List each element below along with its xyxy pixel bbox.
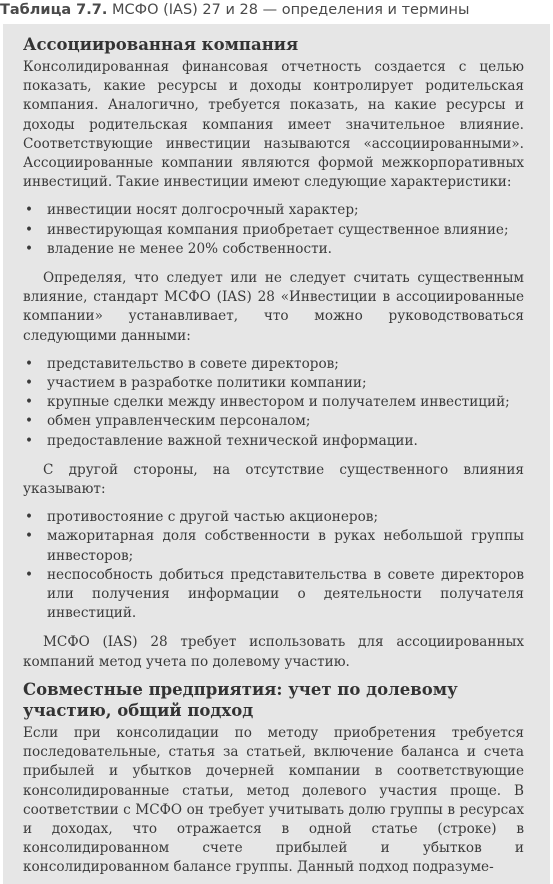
list-item: • предоставление важной технической информации. — [23, 432, 524, 451]
joint-ventures-paragraph: Если при консолидации по методу приобретения требуется последовательные, статья за статьей, включение баланса и счета прибылей и убытков дочерней компании в соответствующие консолидированные статьи, метод долевого участия проще. В соответствии с МСФО он требует учитывать долю группы в ресурсах и доходах, что отражается в одной статье (строке) в консолидированном счете прибылей и убытков и консолидированном балансе группы. Данный подход подразуме- — [23, 724, 524, 876]
list-item: • противостояние с другой частью акционеров; — [23, 508, 524, 527]
bullet-icon: • — [25, 509, 34, 526]
bullet-icon: • — [25, 432, 34, 449]
bullet-icon: • — [25, 221, 34, 238]
guidance-paragraph: Определяя, что следует или не следует считать существенным влияние, стандарт МСФО (IAS) 28 «Инвестиции в ассоциированные компании» устанавливает, что можно руководствоваться следующими данными: — [23, 270, 524, 344]
list-item: • инвестирующая компания приобретает существенное влияние; — [23, 221, 524, 240]
table-panel — [3, 24, 550, 884]
bullet-icon: • — [25, 202, 34, 219]
conclusion-paragraph: МСФО (IAS) 28 требует использовать для ассоциированных компаний метод учета по долевому участию. — [23, 634, 524, 670]
list-item: • обмен управленческим персоналом; — [23, 412, 524, 431]
bullet-icon: • — [25, 413, 34, 430]
list-item: • крупные сделки между инвестором и получателем инвестиций; — [23, 393, 524, 412]
absence-indicators-list — [23, 508, 524, 623]
characteristics-list — [23, 201, 524, 259]
list-item: • мажоритарная доля собственности в руках небольшой группы инвесторов; — [25, 528, 524, 564]
list-item: • неспособность добиться представительства в совете директоров или получения информации о деятельности получателя инвестиций. — [25, 566, 524, 622]
influence-indicators-list — [23, 355, 524, 451]
bullet-icon: • — [25, 375, 34, 392]
table-caption-text: МСФО (IAS) 27 и 28 — определения и термины — [111, 2, 470, 18]
bullet-icon: • — [25, 566, 34, 583]
list-item: • владение не менее 20% собственности. — [23, 240, 524, 259]
absence-intro-paragraph: С другой стороны, на отсутствие существенного влияния указывают: — [23, 461, 524, 498]
section-heading-joint-ventures: Совместные предприятия: учет по долевому участию, общий подход — [23, 679, 458, 720]
table-caption — [0, 0, 553, 24]
bullet-icon: • — [25, 355, 34, 372]
bullet-icon: • — [25, 240, 34, 257]
list-item: • представительство в совете директоров; — [23, 355, 524, 374]
bullet-icon: • — [25, 394, 34, 411]
list-item: • инвестиции носят долгосрочный характер; — [23, 201, 524, 220]
bullet-icon: • — [25, 528, 34, 545]
table-caption-label: Таблица 7.7. — [0, 2, 108, 18]
list-item: • участием в разработке политики компании; — [23, 374, 524, 393]
associate-intro-paragraph: Консолидированная финансовая отчетность создается с целью показать, какие ресурсы и доходы контролирует родительская компания. Аналогично, требуется показать, на какие ресурсы и доходы родительская компания имеет значительное влияние. Соответствующие инвестиции называются «ассоциированными». Ассоциированные компании являются формой межкорпоративных инвестиций. Такие инвестиции имеют следующие характеристики: — [23, 59, 524, 191]
section-heading-associate: Ассоциированная компания — [23, 35, 299, 54]
